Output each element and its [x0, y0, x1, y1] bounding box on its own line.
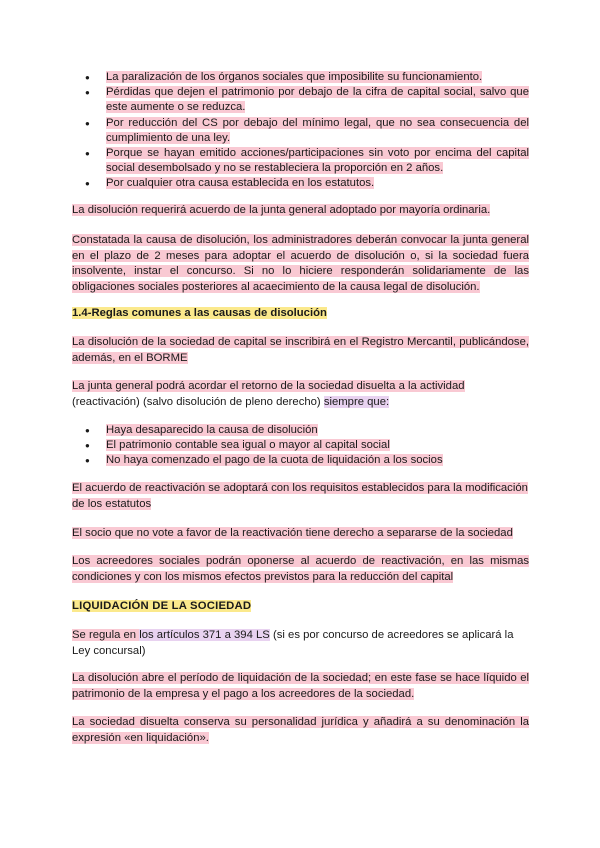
- list-item: ● La paralización de los órganos sociales que imposibilite su funcionamiento.: [106, 70, 529, 85]
- paragraph-registro: La disolución de la sociedad de capital se inscribirá en el Registro Mercantil, publicándose, además, en el BORME: [72, 336, 529, 364]
- paragraph-conserva: La sociedad disuelta conserva su personalidad jurídica y añadirá a su denominación la expresión «en liquidación».: [72, 716, 529, 744]
- list-item: ● Pérdidas que dejen el patrimonio por debajo de la cifra de capital social, salvo que este aumente o se reduzca.: [106, 85, 529, 115]
- list-item: ● No haya comenzado el pago de la cuota de liquidación a los socios: [106, 453, 529, 468]
- list-item: ● Haya desaparecido la causa de disolución: [106, 423, 529, 438]
- paragraph-acuerdo-reactivacion: El acuerdo de reactivación se adoptará con los requisitos establecidos para la modificación de los estatutos: [72, 482, 528, 510]
- list-item: ● Por cualquier otra causa establecida en los estatutos.: [106, 176, 529, 191]
- list-item: ● Por reducción del CS por debajo del mínimo legal, que no sea consecuencia del cumplimiento de una ley.: [106, 116, 529, 146]
- paragraph-acuerdo: La disolución requerirá acuerdo de la junta general adoptado por mayoría ordinaria.: [72, 204, 491, 216]
- list-item: ● Porque se hayan emitido acciones/participaciones sin voto por encima del capital social desembolsado y no se restableciera la proporción en 2 años.: [106, 146, 529, 176]
- conditions-list: [72, 423, 529, 469]
- paragraph-constatada: Constatada la causa de disolución, los administradores deberán convocar la junta general en el plazo de 2 meses para adoptar el acuerdo de disolución o, si la sociedad fuera insolvente, instar el concurso. Si no lo hiciere responderán solidariamente de las obligaciones sociales posteriores al acaecimiento de la causa legal de disolución.: [72, 234, 529, 293]
- list-item: ● El patrimonio contable sea igual o mayor al capital social: [106, 438, 529, 453]
- section-title-reglas: 1.4-Reglas comunes a las causas de disolución: [72, 307, 327, 319]
- paragraph-regula: Se regula en los artículos 371 a 394 LS (si es por concurso de acreedores se aplicará la Ley concursal): [72, 629, 514, 657]
- paragraph-acreedores: Los acreedores sociales podrán oponerse al acuerdo de reactivación, en las mismas condiciones y con los mismos efectos previstos para la reducción del capital: [72, 555, 529, 583]
- causes-list: [72, 70, 529, 192]
- paragraph-retorno: La junta general podrá acordar el retorno de la sociedad disuelta a la actividad (reactivación) (salvo disolución de pleno derecho) siempre que:: [72, 380, 465, 408]
- section-title-liquidacion: LIQUIDACIÓN DE LA SOCIEDAD: [72, 600, 252, 612]
- paragraph-socio: El socio que no vote a favor de la reactivación tiene derecho a separarse de la sociedad: [72, 527, 513, 539]
- paragraph-abre: La disolución abre el período de liquidación de la sociedad; en este fase se hace líquido el patrimonio de la empresa y el pago a los acreedores de la sociedad.: [72, 672, 529, 700]
